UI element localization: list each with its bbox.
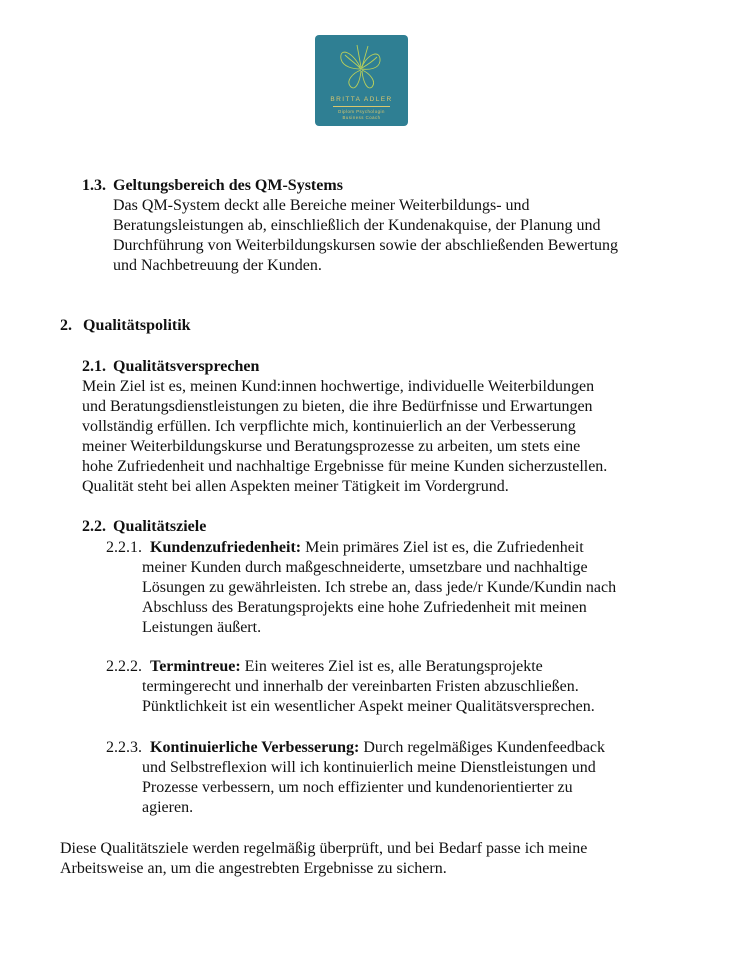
paragraph-line: Lösungen zu gewährleisten. Ich strebe an, dass jede/r Kunde/Kundin nach (142, 579, 617, 596)
paragraph-line: meiner Weiterbildungskurse und Beratungsprozesse zu arbeiten, um stets eine (82, 438, 581, 455)
closing-line: Diese Qualitätsziele werden regelmäßig überprüft, und bei Bedarf passe ich meine (60, 840, 588, 857)
goal-title: Kontinuierliche Verbesserung: (150, 739, 360, 756)
paragraph-line: Leistungen äußert. (142, 619, 262, 636)
goal-text: Durch regelmäßiges Kundenfeedback (363, 739, 606, 756)
paragraph-line: Beratungsleistungen ab, einschließlich der Kundenakquise, der Planung und (113, 217, 601, 234)
section-heading: Qualitätspolitik (83, 317, 191, 334)
section-number: 2.2. (82, 518, 106, 535)
section-number: 2. (60, 317, 72, 334)
paragraph-line: meiner Kunden durch maßgeschneiderte, umsetzbare und nachhaltige (142, 559, 588, 576)
goal-first-line (106, 657, 543, 677)
goal-first-line (106, 538, 584, 558)
paragraph-line: und Beratungsdienstleistungen zu bieten, die ihre Bedürfnisse und Erwartungen (82, 398, 593, 415)
paragraph-line: termingerecht und innerhalb der vereinbarten Fristen abzuschließen. (142, 678, 579, 695)
butterfly-icon (335, 41, 387, 95)
paragraph-line: und Nachbetreuung der Kunden. (113, 257, 322, 274)
section-number: 1.3. (82, 177, 106, 194)
logo-subtitle: Business Coach (342, 115, 381, 120)
section-heading: Qualitätsziele (113, 518, 207, 535)
paragraph-line: agieren. (142, 799, 194, 816)
paragraph-line: Abschluss des Beratungsprojekts eine hohe Zufriedenheit mit meinen (142, 599, 587, 616)
paragraph-line: hohe Zufriedenheit und nachhaltige Ergebnisse für meine Kunden sicherzustellen. (82, 458, 608, 475)
paragraph-line: Qualität steht bei allen Aspekten meiner Tätigkeit im Vordergrund. (82, 478, 509, 495)
closing-line: Arbeitsweise an, um die angestrebten Ergebnisse zu sichern. (60, 860, 447, 877)
paragraph-line: Mein Ziel ist es, meinen Kund:innen hochwertige, individuelle Weiterbildungen (82, 378, 595, 395)
goal-number: 2.2.3. (106, 739, 142, 756)
goal-text: Ein weiteres Ziel ist es, alle Beratungsprojekte (244, 658, 543, 675)
section-heading: Qualitätsversprechen (113, 358, 260, 375)
paragraph-line: Pünktlichkeit ist ein wesentlicher Aspekt meiner Qualitätsversprechen. (142, 698, 595, 715)
section-number: 2.1. (82, 358, 106, 375)
logo-divider (333, 106, 390, 107)
logo (315, 35, 408, 126)
paragraph-line: Das QM-System deckt alle Bereiche meiner Weiterbildungs- und (113, 197, 530, 214)
paragraph-line: vollständig erfüllen. Ich verpflichte mich, kontinuierlich an der Verbesserung (82, 418, 576, 435)
logo-name: BRITTA ADLER (330, 96, 393, 103)
paragraph-line: und Selbstreflexion will ich kontinuierlich meine Dienstleistungen und (142, 759, 596, 776)
paragraph-line: Durchführung von Weiterbildungskursen sowie der abschließenden Bewertung (113, 237, 618, 254)
paragraph-line: Prozesse verbessern, um noch effizienter und kundenorientierter zu (142, 779, 573, 796)
goal-title: Kundenzufriedenheit: (150, 539, 302, 556)
goal-number: 2.2.1. (106, 539, 142, 556)
section-heading: Geltungsbereich des QM-Systems (113, 177, 343, 194)
logo-subtitle: Diplom Psychologin (338, 109, 385, 114)
goal-title: Termintreue: (150, 658, 241, 675)
goal-number: 2.2.2. (106, 658, 142, 675)
goal-first-line (106, 738, 605, 758)
goal-text: Mein primäres Ziel ist es, die Zufriedenheit (305, 539, 584, 556)
